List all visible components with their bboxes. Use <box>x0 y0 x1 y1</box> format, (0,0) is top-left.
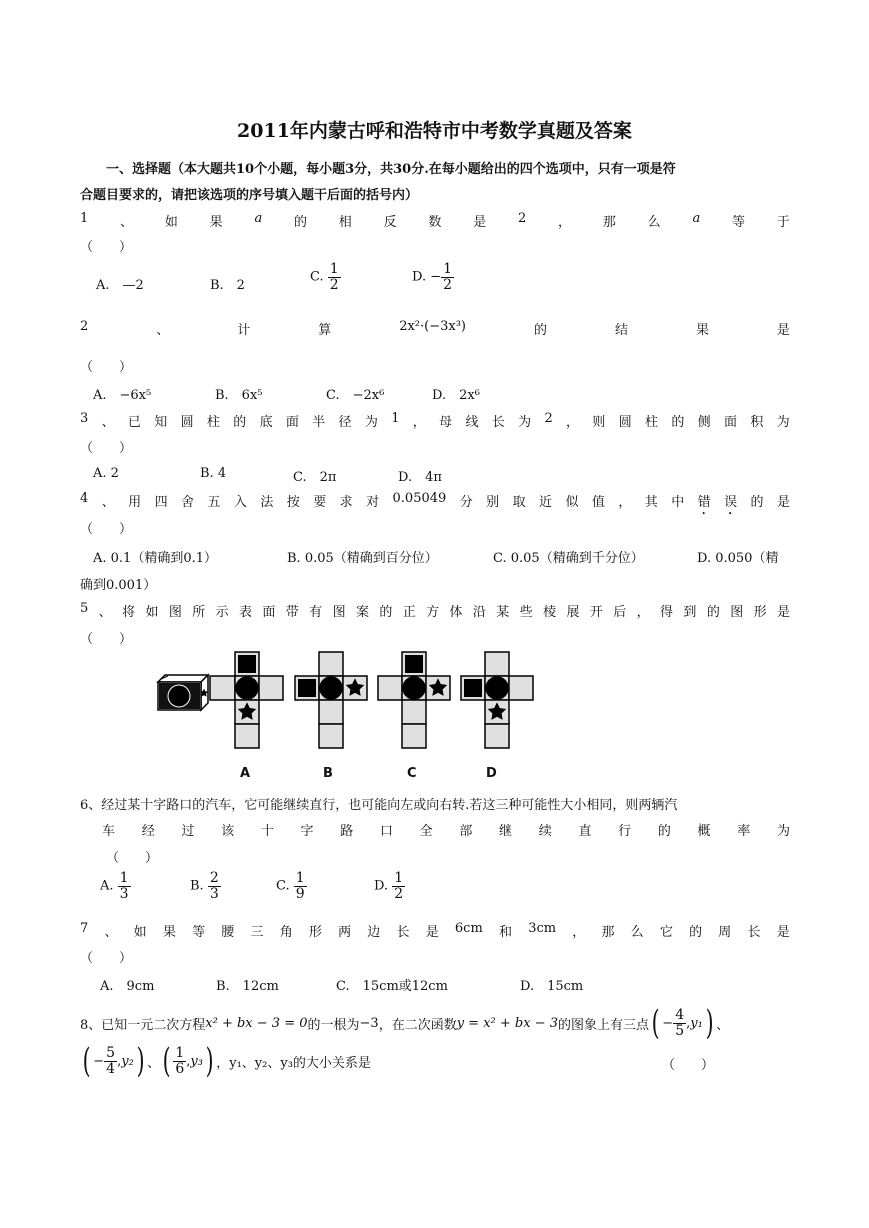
stem-token: 数 <box>428 215 442 230</box>
stem-token: 中 <box>671 495 685 510</box>
q6-option-d <box>374 871 405 901</box>
q2-option-d: D. 2x⁶ <box>432 388 480 403</box>
stem-token: 反 <box>383 215 397 230</box>
section-instructions-line1: 一、选择题（本大题共10个小题，每小题3分，共30分.在每小题给出的四个选项中，只有一项是符 <box>106 162 676 177</box>
stem-token: 1 <box>391 411 400 426</box>
q3-option-a: A. 2 <box>93 466 119 481</box>
q2-option-c: C. −2x⁶ <box>326 388 385 403</box>
stem-token: 是 <box>776 323 790 338</box>
fraction: $\frac{1}{2}$ <box>443 261 453 293</box>
question-8-line1 <box>80 1003 730 1043</box>
stem-token: 路 <box>340 824 354 839</box>
stem-token: 将 <box>122 605 136 620</box>
stem-token: 4 <box>80 491 89 506</box>
stem-token: 的 <box>233 415 247 430</box>
stem-token: 2 <box>517 211 527 226</box>
stem-token: 经 <box>141 824 155 839</box>
answer-paren: （ ） <box>80 522 133 537</box>
stem-token: 图 <box>168 605 182 620</box>
stem-token: 5 <box>80 601 89 616</box>
stem-token: 2x²·(−3x³) <box>399 319 466 334</box>
stem-token: 某 <box>496 605 510 620</box>
q8-root: −3 <box>359 1015 379 1031</box>
stem-token: 半 <box>312 415 326 430</box>
stem-token: 分 <box>459 495 473 510</box>
stem-token: ， <box>566 415 580 430</box>
stem-token: 到 <box>683 605 697 620</box>
stem-token: 果 <box>162 925 176 940</box>
q2-option-b: B. 6x⁵ <box>215 388 263 403</box>
question-6-line2 <box>102 820 790 839</box>
stem-token: 么 <box>647 215 661 230</box>
stem-token: 算 <box>318 323 332 338</box>
stem-token: 7 <box>80 921 89 936</box>
stem-token: 母 <box>439 415 453 430</box>
stem-token: 、 <box>104 925 118 940</box>
stem-token: 直 <box>578 824 592 839</box>
q2-option-a: A. −6x⁵ <box>93 388 152 403</box>
stem-token: 表 <box>239 605 253 620</box>
stem-token: 示 <box>215 605 229 620</box>
stem-token: 概 <box>697 824 711 839</box>
stem-token: 体 <box>449 605 463 620</box>
stem-token: 的 <box>657 824 671 839</box>
stem-token: ， <box>412 415 426 430</box>
q6-option-a <box>100 871 131 901</box>
stem-token: 错 <box>697 495 711 510</box>
stem-token: 率 <box>737 824 751 839</box>
fraction: $\frac{1}{2}$ <box>394 870 404 902</box>
stem-token: 图 <box>730 605 744 620</box>
stem-token: 图 <box>332 605 346 620</box>
stem-token: 近 <box>539 495 553 510</box>
stem-token: 径 <box>338 415 352 430</box>
net-d <box>461 652 533 748</box>
q4-option-d: D. 0.050（精 <box>697 551 779 566</box>
stem-token: 其 <box>644 495 658 510</box>
stem-token: 为 <box>518 415 532 430</box>
stem-token: 是 <box>776 605 790 620</box>
stem-token: 结 <box>614 323 628 338</box>
stem-token: 后 <box>613 605 627 620</box>
stem-token: a <box>254 211 263 226</box>
stem-token: 2 <box>544 411 553 426</box>
q4-option-d-continued: 确到0.001） <box>80 578 157 593</box>
stem-token: 面 <box>724 415 738 430</box>
answer-paren: （ ） <box>662 1058 715 1073</box>
stem-token: 则 <box>592 415 606 430</box>
stem-token: 相 <box>338 215 352 230</box>
stem-token: 圆 <box>618 415 632 430</box>
net-label-a: A <box>240 766 251 781</box>
stem-token: 底 <box>259 415 273 430</box>
stem-token: 如 <box>133 925 147 940</box>
point-3: ( $\frac{1}{6}$ , y₃ ) <box>162 1041 214 1081</box>
stem-token: 的 <box>671 415 685 430</box>
minus-sign: − <box>430 269 442 285</box>
option-label: D. <box>412 269 427 285</box>
stem-token: 所 <box>192 605 206 620</box>
stem-token: 对 <box>366 495 380 510</box>
stem-token: 等 <box>731 215 745 230</box>
stem-token: 的 <box>750 495 764 510</box>
stem-token: 是 <box>776 495 790 510</box>
stem-token: 知 <box>154 415 168 430</box>
stem-token: 已 <box>127 415 141 430</box>
stem-token: 沿 <box>472 605 486 620</box>
q1-option-b: B. 2 <box>210 278 245 293</box>
stem-token: ， <box>572 925 586 940</box>
stem-token: 部 <box>459 824 473 839</box>
stem-token: 字 <box>300 824 314 839</box>
answer-paren: （ ） <box>80 441 133 456</box>
stem-token: 3 <box>80 411 89 426</box>
q8-text: ，y₁、y₂、y₃的大小关系是 <box>216 1055 371 1071</box>
q8-function: y = x² + bx − 3 <box>456 1015 558 1031</box>
q3-option-c: C. 2π <box>293 470 337 485</box>
fraction: $\frac{1}{3}$ <box>119 870 129 902</box>
stem-token: 的 <box>689 925 703 940</box>
stem-token: 三 <box>250 925 264 940</box>
q8-text: 的一根为 <box>307 1017 360 1033</box>
q8-text: 8、已知一元二次方程 <box>80 1017 206 1033</box>
stem-token: 积 <box>750 415 764 430</box>
answer-paren: （ ） <box>80 632 133 647</box>
stem-token: 展 <box>566 605 580 620</box>
stem-token: 6cm <box>454 921 483 936</box>
stem-token: 别 <box>486 495 500 510</box>
question-3-stem <box>80 411 790 430</box>
q4-option-a: A. 0.1（精确到0.1） <box>93 551 218 566</box>
stem-token: 为 <box>364 415 378 430</box>
stem-token: 周 <box>718 925 732 940</box>
q1-option-c <box>310 262 341 292</box>
q7-option-b: B. 12cm <box>216 979 279 994</box>
stem-token: 车 <box>102 824 116 839</box>
answer-paren: （ ） <box>80 240 133 255</box>
stem-token: 案 <box>355 605 369 620</box>
stem-token: 2 <box>80 319 89 334</box>
option-label: C. <box>276 878 290 894</box>
stem-token: 似 <box>565 495 579 510</box>
stem-token: 的 <box>533 323 547 338</box>
stem-token: 、 <box>101 415 115 430</box>
q3-option-d: D. 4π <box>398 470 442 485</box>
stem-token: 求 <box>339 495 353 510</box>
stem-token: 、 <box>101 495 115 510</box>
stem-token: 为 <box>776 824 790 839</box>
stem-token: 么 <box>630 925 644 940</box>
stem-token: 口 <box>379 824 393 839</box>
stem-token: ， <box>618 495 632 510</box>
stem-token: 和 <box>498 925 512 940</box>
option-label: C. <box>310 269 324 285</box>
stem-token: 长 <box>396 925 410 940</box>
fraction: $\frac{1}{2}$ <box>329 261 339 293</box>
q7-option-a: A. 9cm <box>100 979 155 994</box>
stem-token: 角 <box>279 925 293 940</box>
question-8-line2 <box>80 1041 371 1081</box>
stem-token: 长 <box>491 415 505 430</box>
q3-option-b: B. 4 <box>200 466 227 481</box>
stem-token: 那 <box>602 215 616 230</box>
question-4-stem <box>80 491 790 518</box>
q4-option-b: B. 0.05（精确到百分位） <box>287 551 438 566</box>
stem-token: 、 <box>98 605 112 620</box>
stem-token: 等 <box>192 925 206 940</box>
stem-token: 果 <box>209 215 223 230</box>
stem-token: 按 <box>286 495 300 510</box>
question-1-stem <box>80 211 790 230</box>
stem-token: 圆 <box>180 415 194 430</box>
stem-token: 柱 <box>645 415 659 430</box>
separator: 、 <box>716 1017 730 1033</box>
cube-figure <box>150 648 550 752</box>
stem-token: 是 <box>776 925 790 940</box>
option-label: B. <box>190 878 204 894</box>
stem-token: 值 <box>591 495 605 510</box>
net-label-b: B <box>323 766 333 781</box>
stem-token: 线 <box>465 415 479 430</box>
stem-token: 柱 <box>206 415 220 430</box>
stem-token: 的 <box>706 605 720 620</box>
stem-token: 四 <box>154 495 168 510</box>
stem-token: 十 <box>260 824 274 839</box>
stem-token: 要 <box>313 495 327 510</box>
stem-token: 续 <box>538 824 552 839</box>
net-a <box>210 652 283 748</box>
stem-token: 正 <box>402 605 416 620</box>
stem-token: 有 <box>309 605 323 620</box>
stem-token: 侧 <box>697 415 711 430</box>
stem-token: 腰 <box>221 925 235 940</box>
q8-text: 的图象上有三点 <box>558 1017 650 1033</box>
stem-token: 0.05049 <box>392 491 447 506</box>
stem-token: 用 <box>128 495 142 510</box>
stem-token: 的 <box>294 215 308 230</box>
stem-token: 是 <box>473 215 487 230</box>
stem-token: 如 <box>145 605 159 620</box>
stem-token: 为 <box>776 415 790 430</box>
stem-token: 全 <box>419 824 433 839</box>
stem-token: 边 <box>367 925 381 940</box>
stem-token: 于 <box>776 215 790 230</box>
answer-paren: （ ） <box>80 951 133 966</box>
stem-token: 方 <box>426 605 440 620</box>
section-instructions-line2: 合题目要求的，请把该选项的序号填入题干后面的括号内） <box>80 188 419 203</box>
stem-token: 3cm <box>528 921 557 936</box>
stem-token: 它 <box>659 925 673 940</box>
option-label: A. <box>100 878 114 894</box>
stem-token: 带 <box>285 605 299 620</box>
question-5-stem <box>80 601 790 620</box>
question-6-line1: 6、经过某十字路口的汽车，它可能继续直行，也可能向左或向右转.若这三种可能性大小相同，则两辆汽 <box>80 798 678 813</box>
net-b <box>295 652 367 748</box>
net-c <box>378 652 450 748</box>
stem-token: 那 <box>601 925 615 940</box>
fraction: $\frac{1}{9}$ <box>295 870 305 902</box>
stem-token: 舍 <box>181 495 195 510</box>
stem-token: 面 <box>285 415 299 430</box>
stem-token: 法 <box>260 495 274 510</box>
stem-token: 取 <box>512 495 526 510</box>
stem-token: 、 <box>120 215 134 230</box>
answer-paren: （ ） <box>80 360 133 375</box>
fraction: $\frac{2}{3}$ <box>209 870 219 902</box>
stem-token: 两 <box>338 925 352 940</box>
stem-token: a <box>692 211 701 226</box>
net-label-c: C <box>407 766 417 781</box>
stem-token: 该 <box>221 824 235 839</box>
stem-token: 、 <box>156 323 170 338</box>
q4-option-c: C. 0.05（精确到千分位） <box>493 551 644 566</box>
point-1: ( − $\frac{4}{5}$ , y₁ ) <box>651 1003 714 1043</box>
stem-token: 继 <box>499 824 513 839</box>
separator: 、 <box>147 1055 161 1071</box>
stem-token: 1 <box>80 211 89 226</box>
stem-token: 是 <box>425 925 439 940</box>
stem-token: ， <box>558 215 572 230</box>
stem-token: 行 <box>618 824 632 839</box>
stem-token: 计 <box>237 323 251 338</box>
question-7-stem <box>80 921 790 940</box>
stem-token: 入 <box>233 495 247 510</box>
option-label: D. <box>374 878 389 894</box>
point-2: ( − $\frac{5}{4}$ , y₂ ) <box>82 1041 145 1081</box>
stem-token: 五 <box>207 495 221 510</box>
cube-icon <box>158 675 208 710</box>
answer-paren: （ ） <box>106 851 159 866</box>
stem-token: ， <box>636 605 650 620</box>
q8-equation: x² + bx − 3 = 0 <box>205 1015 308 1031</box>
stem-token: 棱 <box>543 605 557 620</box>
q6-option-c <box>276 871 307 901</box>
stem-token: 开 <box>589 605 603 620</box>
stem-token: 误 <box>724 495 738 510</box>
stem-token: 如 <box>164 215 178 230</box>
stem-token: 的 <box>379 605 393 620</box>
q1-option-d <box>412 262 454 292</box>
q7-option-c: C. 15cm或12cm <box>336 979 448 994</box>
stem-token: 得 <box>660 605 674 620</box>
net-label-d: D <box>486 766 497 781</box>
stem-token: 面 <box>262 605 276 620</box>
question-2-stem <box>80 319 790 338</box>
stem-token: 形 <box>753 605 767 620</box>
stem-token: 形 <box>308 925 322 940</box>
stem-token: 果 <box>695 323 709 338</box>
q6-option-b <box>190 871 221 901</box>
q8-text: ，在二次函数 <box>378 1017 457 1033</box>
q1-option-a: A. —2 <box>96 278 144 293</box>
page-title: 2011年内蒙古呼和浩特市中考数学真题及答案 <box>237 120 632 142</box>
stem-token: 过 <box>181 824 195 839</box>
stem-token: 些 <box>519 605 533 620</box>
stem-token: 长 <box>747 925 761 940</box>
q7-option-d: D. 15cm <box>520 979 584 994</box>
